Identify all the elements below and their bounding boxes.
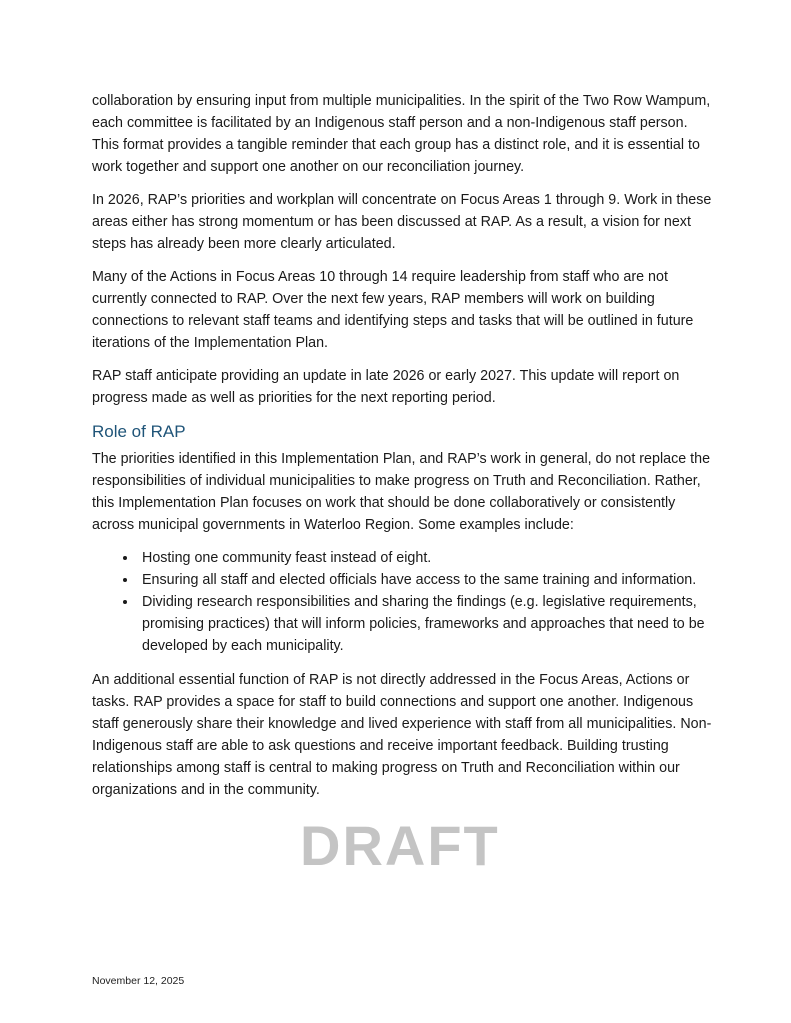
footer-date: November 12, 2025	[92, 975, 185, 987]
paragraph-2026-priorities: In 2026, RAP’s priorities and workplan will concentrate on Focus Areas 1 through 9. Work in these areas either has strong momentum or has been discussed at RAP. As a result, a vision for next steps has already been more clearly articulated.	[92, 192, 712, 252]
section-closing: An additional essential function of RAP is not directly addressed in the Focus Areas, Actions or tasks. RAP provides a space for staff to build connections and support one another. Indigenous staff generously share their knowledge and lived experience with staff from all municipalities. Non-Indigenous staff are able to ask questions and receive important feedback. Building trusting relationships among staff is central to making progress on Truth and Reconciliation within our organizations and in the community.	[92, 672, 712, 798]
examples-list	[92, 547, 712, 657]
paragraph-collaboration: collaboration by ensuring input from multiple municipalities. In the spirit of the Two Row Wampum, each committee is facilitated by an Indigenous staff person and a non-Indigenous staff person. This format provides a tangible reminder that each group has a distinct role, and it is essential to work together and support one another on our reconciliation journey.	[92, 93, 711, 175]
document-page	[92, 90, 712, 812]
list-item: • Ensuring all staff and elected officials have access to the same training and information.	[138, 569, 712, 591]
paragraph-focus-areas-10-14: Many of the Actions in Focus Areas 10 through 14 require leadership from staff who are not currently connected to RAP. Over the next few years, RAP members will work on building connections to relevant staff teams and identifying steps and tasks that will be outlined in future iterations of the Implementation Plan.	[92, 269, 694, 351]
section-heading-role-of-rap: Role of RAP	[92, 422, 186, 441]
list-item: • Hosting one community feast instead of eight.	[138, 547, 712, 569]
paragraph-update: RAP staff anticipate providing an update in late 2026 or early 2027. This update will report on progress made as well as priorities for the next reporting period.	[92, 368, 680, 406]
draft-watermark: DRAFT	[300, 814, 500, 877]
list-item: • Dividing research responsibilities and sharing the findings (e.g. legislative requirements, promising practices) that will inform policies, frameworks and approaches that need to be developed by each municipality.	[138, 591, 712, 657]
section-intro: The priorities identified in this Implementation Plan, and RAP’s work in general, do not replace the responsibilities of individual municipalities to make progress on Truth and Reconciliation. Rather, this Implementation Plan focuses on work that should be done collaboratively or consistently across municipal governments in Waterloo Region. Some examples include:	[92, 451, 711, 533]
